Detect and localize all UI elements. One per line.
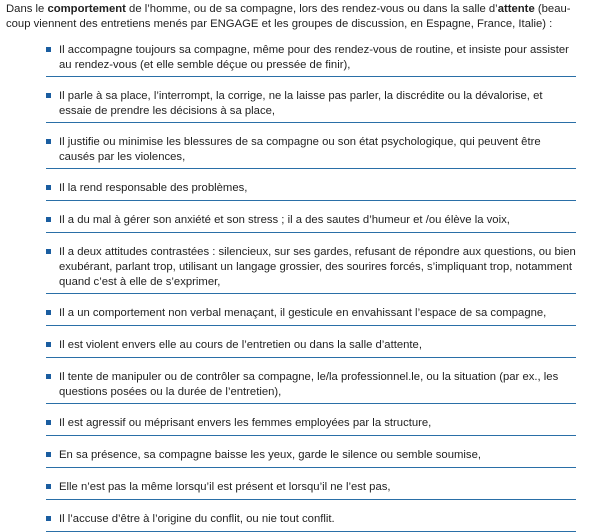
list-item-text: Elle n’est pas la même lorsqu’il est présent et lorsqu’il ne l’est pas, <box>59 481 391 493</box>
list-item <box>46 213 576 233</box>
list-item-text: Il accompagne toujours sa compagne, même pour des rendez-vous de routine, et insiste pour assister au rendez-vous (et elle semble déçue ou pressée de finir), <box>59 44 569 71</box>
list-item <box>46 416 576 436</box>
list-item <box>46 89 576 123</box>
square-bullet-icon <box>46 374 51 379</box>
list-item <box>46 512 576 532</box>
intro-bold-2: attente <box>497 3 535 15</box>
square-bullet-icon <box>46 139 51 144</box>
list-item-text: Il a deux attitudes contrastées : silencieux, sur ses gardes, refusant de répondre aux questions, ou bien exubérant, parlant trop, utilisant un langage grossier, des sourires forcés, s’impliquant trop, notamment quand c’est à elle de s’exprimer, <box>59 246 576 288</box>
intro-paragraph <box>6 2 576 32</box>
list-item-text: Il justifie ou minimise les blessures de sa compagne ou son état psychologique, qui peuvent être causés par les violences, <box>59 136 541 163</box>
square-bullet-icon <box>46 185 51 190</box>
list-item-text: Il a du mal à gérer son anxiété et son stress ; il a des sautes d’humeur et /ou élève la voix, <box>59 214 510 226</box>
list-item-text: Il a un comportement non verbal menaçant, il gesticule en envahissant l’espace de sa compagne, <box>59 307 547 319</box>
list-item-text: Il est agressif ou méprisant envers les femmes employées par la structure, <box>59 417 432 429</box>
square-bullet-icon <box>46 516 51 521</box>
list-item <box>46 245 576 294</box>
list-item-text: Il la rend responsable des problèmes, <box>59 182 248 194</box>
list-item-text: Il parle à sa place, l’interrompt, la corrige, ne la laisse pas parler, la discrédite ou la dévalorise, et essaie de prendre les décisions à sa place, <box>59 90 543 117</box>
list-item <box>46 370 576 404</box>
intro-bold-1: comportement <box>47 3 126 15</box>
intro-text-1: Dans le <box>6 3 48 15</box>
list-item-text: Il tente de manipuler ou de contrôler sa compagne, le/la professionnel.le, ou la situation (par ex., les questions posées ou la durée de l’entretien), <box>59 371 559 398</box>
behavior-list <box>6 43 576 532</box>
square-bullet-icon <box>46 342 51 347</box>
list-item <box>46 306 576 326</box>
list-item <box>46 448 576 468</box>
list-item-text: Il est violent envers elle au cours de l’entretien ou dans la salle d’attente, <box>59 339 422 351</box>
list-item <box>46 338 576 358</box>
square-bullet-icon <box>46 484 51 489</box>
square-bullet-icon <box>46 93 51 98</box>
square-bullet-icon <box>46 310 51 315</box>
square-bullet-icon <box>46 249 51 254</box>
square-bullet-icon <box>46 47 51 52</box>
list-item-text: Il l’accuse d’être à l’origine du conflit, ou nie tout conflit. <box>59 513 335 525</box>
square-bullet-icon <box>46 217 51 222</box>
square-bullet-icon <box>46 420 51 425</box>
intro-text-3: (beau-coup viennent des entretiens menés par ENGAGE et les groupes de discussion, en Espagne, France, Italie) : <box>6 3 571 30</box>
list-item <box>46 181 576 201</box>
list-item <box>46 135 576 169</box>
square-bullet-icon <box>46 452 51 457</box>
list-item <box>46 480 576 500</box>
list-item-text: En sa présence, sa compagne baisse les yeux, garde le silence ou semble soumise, <box>59 449 481 461</box>
intro-text-2: de l’homme, ou de sa compagne, lors des rendez-vous ou dans la salle d’ <box>125 3 498 15</box>
list-item <box>46 43 576 77</box>
